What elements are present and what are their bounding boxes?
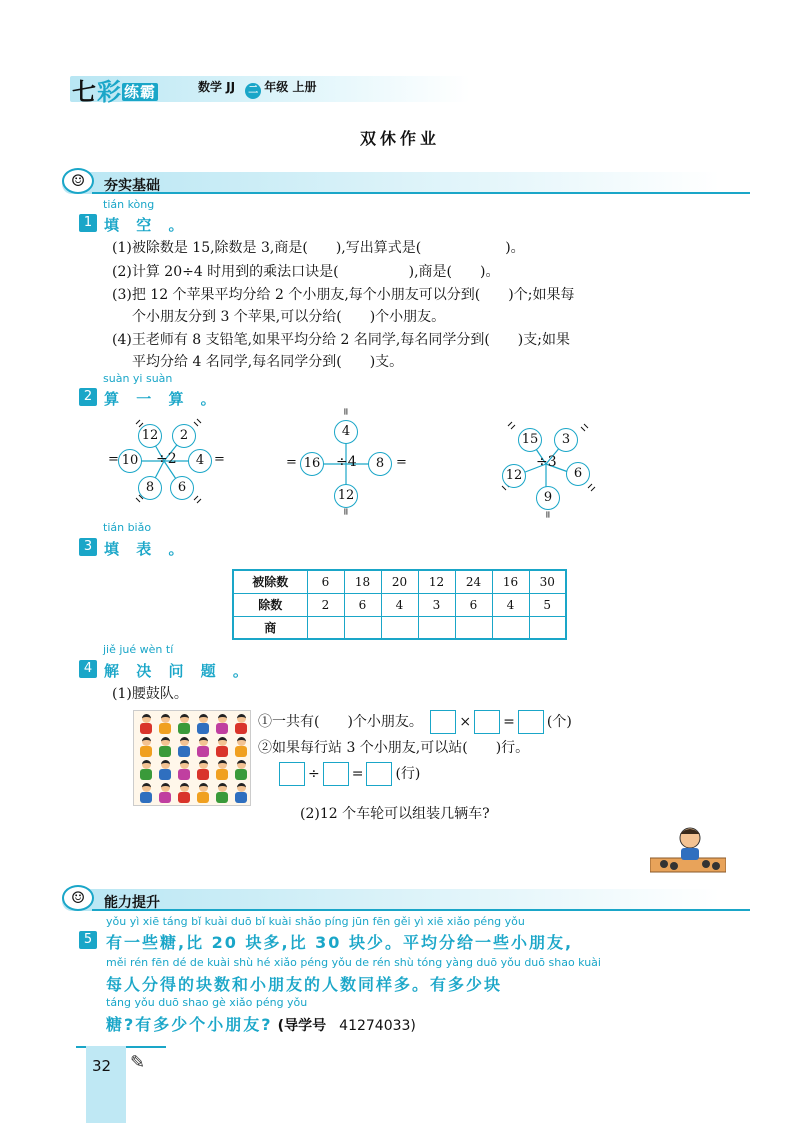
dividend-cell: 30 (529, 570, 566, 593)
quotient-answer-cell[interactable] (307, 616, 344, 639)
flower-1-bottom-left: 8 (138, 476, 162, 500)
kid-body (178, 746, 190, 757)
dividend-cell: 6 (307, 570, 344, 593)
section-title: 夯实基础 (104, 178, 160, 194)
q4-item1-text: ①一共有( )个小朋友。 (258, 714, 423, 730)
answer-box[interactable] (366, 762, 392, 786)
calc-flower-2 (284, 407, 408, 518)
flower-3-bottom: 9 (536, 486, 560, 510)
section-banner-basics (62, 168, 720, 194)
q1-pinyin: tián kòng (103, 198, 155, 211)
kid-figure (138, 714, 154, 734)
q4-pinyin: jiě jué wèn tí (103, 643, 174, 656)
kid-figure (176, 760, 192, 780)
divisor-cell: 6 (455, 593, 492, 616)
division-table (232, 569, 567, 640)
section-underline (92, 192, 750, 194)
q4-sub2: (2)12 个车轮可以组装几辆车? (300, 806, 490, 822)
q5-pinyin-2: měi rén fēn dé de kuài shù hé xiǎo péng yǒu de rén shù tóng yàng duō yǒu duō shao kuài (106, 956, 601, 969)
kid-figure (233, 714, 249, 734)
kid-body (197, 792, 209, 803)
kid-figure (176, 714, 192, 734)
q4-item1-row (258, 710, 572, 734)
grade-label: 年级 上册 (264, 80, 317, 94)
kid-body (197, 769, 209, 780)
q3-title: 填 表 。 (104, 540, 190, 558)
kid-body (178, 792, 190, 803)
kid-head (199, 714, 208, 723)
kid-figure (157, 737, 173, 757)
flower-2-eq-bottom: = (339, 507, 351, 516)
boy-with-wheels-picture (650, 826, 726, 878)
dividend-cell: 18 (344, 570, 381, 593)
kid-head (142, 760, 151, 769)
grade-badge: 二 (245, 83, 261, 99)
q1-title: 填 空 。 (104, 216, 190, 234)
dividend-cell: 20 (381, 570, 418, 593)
flower-2-operator: ÷4 (336, 454, 357, 470)
kid-head (237, 737, 246, 746)
equals-sign: = (503, 714, 515, 730)
table-row-divisor (233, 593, 566, 616)
q1-line-6: 平均分给 4 名同学,每名同学分到( )支。 (132, 354, 404, 370)
kid-figure (233, 783, 249, 803)
kid-head (142, 783, 151, 792)
kid-head (218, 783, 227, 792)
equals-sign: = (351, 766, 364, 782)
kid-figure (138, 760, 154, 780)
q1-number-badge: 1 (79, 214, 97, 232)
kid-head (237, 760, 246, 769)
flower-2-eq-top: = (339, 407, 351, 416)
kid-figure (195, 783, 211, 803)
flower-2-eq-right: = (396, 455, 407, 470)
flower-3-top-right: 3 (554, 428, 578, 452)
kid-head (199, 737, 208, 746)
cartoon-face-icon: ☺ (62, 885, 94, 911)
kid-figure (195, 760, 211, 780)
divide-sign: ÷ (308, 766, 320, 782)
quotient-answer-cell[interactable] (344, 616, 381, 639)
flower-3-right: 6 (566, 462, 590, 486)
answer-box[interactable] (279, 762, 305, 786)
q4-sub1: (1)腰鼓队。 (112, 686, 188, 702)
logo-char-2: 彩 (97, 77, 122, 106)
kid-head (218, 737, 227, 746)
divisor-cell: 4 (492, 593, 529, 616)
flower-1-eq-left: = (108, 452, 119, 467)
q2-title: 算 一 算 。 (104, 390, 222, 408)
q2-pinyin: suàn yi suàn (103, 372, 173, 385)
table-row-dividend (233, 570, 566, 593)
row-header-divisor: 除数 (233, 593, 307, 616)
kid-figure (176, 737, 192, 757)
header-info (198, 78, 316, 99)
kid-body (159, 723, 171, 734)
kid-body (140, 723, 152, 734)
subject-label: 数学 JJ (198, 80, 236, 94)
q5-line-3: 糖?有多少个小朋友? (106, 1015, 273, 1034)
kid-figure (233, 737, 249, 757)
flower-1-bottom-right: 6 (170, 476, 194, 500)
kid-body (140, 792, 152, 803)
section-banner-advanced (62, 885, 720, 911)
kid-figure (157, 783, 173, 803)
kid-body (159, 746, 171, 757)
q1-line-4: 个小朋友分到 3 个苹果,可以分给( )个小朋友。 (132, 309, 446, 325)
answer-box[interactable] (518, 710, 544, 734)
answer-box[interactable] (474, 710, 500, 734)
flower-3-top-left: 15 (518, 428, 542, 452)
brand-logo (72, 72, 158, 107)
kid-head (161, 783, 170, 792)
divisor-cell: 3 (418, 593, 455, 616)
kid-head (218, 714, 227, 723)
flower-3-operator: ÷3 (536, 454, 557, 470)
divisor-cell: 4 (381, 593, 418, 616)
kid-head (180, 760, 189, 769)
logo-char-1: 七 (72, 77, 97, 106)
divisor-cell: 6 (344, 593, 381, 616)
quotient-answer-cell[interactable] (381, 616, 418, 639)
kid-head (161, 760, 170, 769)
q2-number-badge: 2 (79, 388, 97, 406)
q4-title: 解 决 问 题 。 (104, 662, 254, 680)
kid-body (140, 746, 152, 757)
flower-1-eq-right: = (214, 452, 225, 467)
kid-head (180, 783, 189, 792)
kid-figure (214, 714, 230, 734)
q5-pinyin-3: táng yǒu duō shao gè xiǎo péng yǒu (106, 996, 308, 1009)
flower-1-top-right: 2 (172, 424, 196, 448)
boy-illustration (650, 826, 726, 878)
times-sign: × (459, 714, 472, 730)
kid-head (237, 783, 246, 792)
flower-2-eq-left: = (286, 455, 297, 470)
q5-number-badge: 5 (79, 931, 97, 949)
drum-team-picture (133, 710, 251, 806)
q1-line-2: (2)计算 20÷4 时用到的乘法口诀是( ),商是( )。 (112, 264, 500, 280)
kid-body (235, 769, 247, 780)
kid-figure (138, 737, 154, 757)
kid-figure (233, 760, 249, 780)
q1-line-5: (4)王老师有 8 支铅笔,如果平均分给 2 名同学,每名同学分到( )支;如果 (112, 332, 570, 348)
kid-body (216, 769, 228, 780)
kid-figure (138, 783, 154, 803)
guide-number: 41274033) (339, 1018, 416, 1034)
pencil-icon: ✎ (130, 1052, 146, 1073)
flower-2-left: 16 (300, 452, 324, 476)
unit-label: (个) (546, 714, 572, 730)
q1-line-3: (3)把 12 个苹果平均分给 2 个小朋友,每个小朋友可以分到( )个;如果每 (112, 287, 575, 303)
flower-2-bottom: 12 (334, 484, 358, 508)
section-bar (62, 889, 720, 911)
row-header-dividend: 被除数 (233, 570, 307, 593)
cartoon-face-icon: ☺ (62, 168, 94, 194)
calc-flower-1 (108, 412, 232, 512)
kid-body (197, 746, 209, 757)
quotient-answer-cell[interactable] (492, 616, 529, 639)
kid-figure (214, 760, 230, 780)
kid-body (216, 792, 228, 803)
kid-figure (214, 737, 230, 757)
flower-3-eq-bottom: = (541, 510, 553, 519)
answer-box[interactable] (323, 762, 349, 786)
page-title: 双休作业 (359, 129, 440, 148)
kid-body (159, 792, 171, 803)
kid-body (216, 723, 228, 734)
kid-head (180, 737, 189, 746)
divisor-cell: 2 (307, 593, 344, 616)
section-title: 能力提升 (104, 895, 160, 911)
kid-body (235, 723, 247, 734)
calc-flower-3 (496, 418, 606, 522)
q1-line-1: (1)被除数是 15,除数是 3,商是( ),写出算式是( )。 (112, 240, 525, 256)
kid-figure (195, 714, 211, 734)
kid-head (142, 714, 151, 723)
kid-figure (214, 783, 230, 803)
q4-item2-equation (276, 762, 420, 786)
row-header-quotient: 商 (233, 616, 307, 639)
kid-figure (176, 783, 192, 803)
q5-line-3-row (106, 1012, 416, 1035)
unit-label: (行) (395, 766, 421, 782)
flower-1-operator: ÷2 (156, 451, 177, 467)
flower-2-top: 4 (334, 420, 358, 444)
q4-number-badge: 4 (79, 660, 97, 678)
q5-line-2: 每人分得的块数和小朋友的人数同样多。有多少块 (106, 975, 503, 994)
quotient-answer-cell[interactable] (455, 616, 492, 639)
kid-body (178, 769, 190, 780)
kid-figure (195, 737, 211, 757)
q4-item2-text: ②如果每行站 3 个小朋友,可以站( )行。 (258, 740, 530, 756)
table-row-quotient (233, 616, 566, 639)
kid-body (197, 723, 209, 734)
q5-pinyin-1: yǒu yì xiē táng bǐ kuài duō bǐ kuài shǎo píng jūn fēn gěi yì xiē xiǎo péng yǒu (106, 915, 525, 928)
quotient-answer-cell[interactable] (529, 616, 566, 639)
flower-1-left: 10 (118, 449, 142, 473)
kid-head (161, 714, 170, 723)
kid-head (199, 760, 208, 769)
section-underline (92, 909, 750, 911)
kid-figure (157, 714, 173, 734)
dividend-cell: 16 (492, 570, 529, 593)
q5-line-1: 有一些糖,比 20 块多,比 30 块少。平均分给一些小朋友, (106, 933, 574, 952)
kid-figure (157, 760, 173, 780)
kid-body (140, 769, 152, 780)
kid-body (178, 723, 190, 734)
q3-number-badge: 3 (79, 538, 97, 556)
kid-body (235, 792, 247, 803)
kid-head (218, 760, 227, 769)
kid-head (161, 737, 170, 746)
answer-box[interactable] (430, 710, 456, 734)
flower-3-left: 12 (502, 464, 526, 488)
kid-head (237, 714, 246, 723)
dividend-cell: 12 (418, 570, 455, 593)
divisor-cell: 5 (529, 593, 566, 616)
q3-pinyin: tián biǎo (103, 521, 152, 534)
kid-head (180, 714, 189, 723)
kid-head (199, 783, 208, 792)
section-bar (62, 172, 720, 194)
flower-1-top-left: 12 (138, 424, 162, 448)
kid-body (216, 746, 228, 757)
kid-body (159, 769, 171, 780)
kid-head (142, 737, 151, 746)
page-number: 32 (92, 1057, 112, 1075)
kid-body (235, 746, 247, 757)
flower-1-right: 4 (188, 449, 212, 473)
dividend-cell: 24 (455, 570, 492, 593)
logo-char-3: 练霸 (124, 83, 157, 101)
flower-2-right: 8 (368, 452, 392, 476)
quotient-answer-cell[interactable] (418, 616, 455, 639)
guide-label: (导学号 (277, 1018, 327, 1034)
